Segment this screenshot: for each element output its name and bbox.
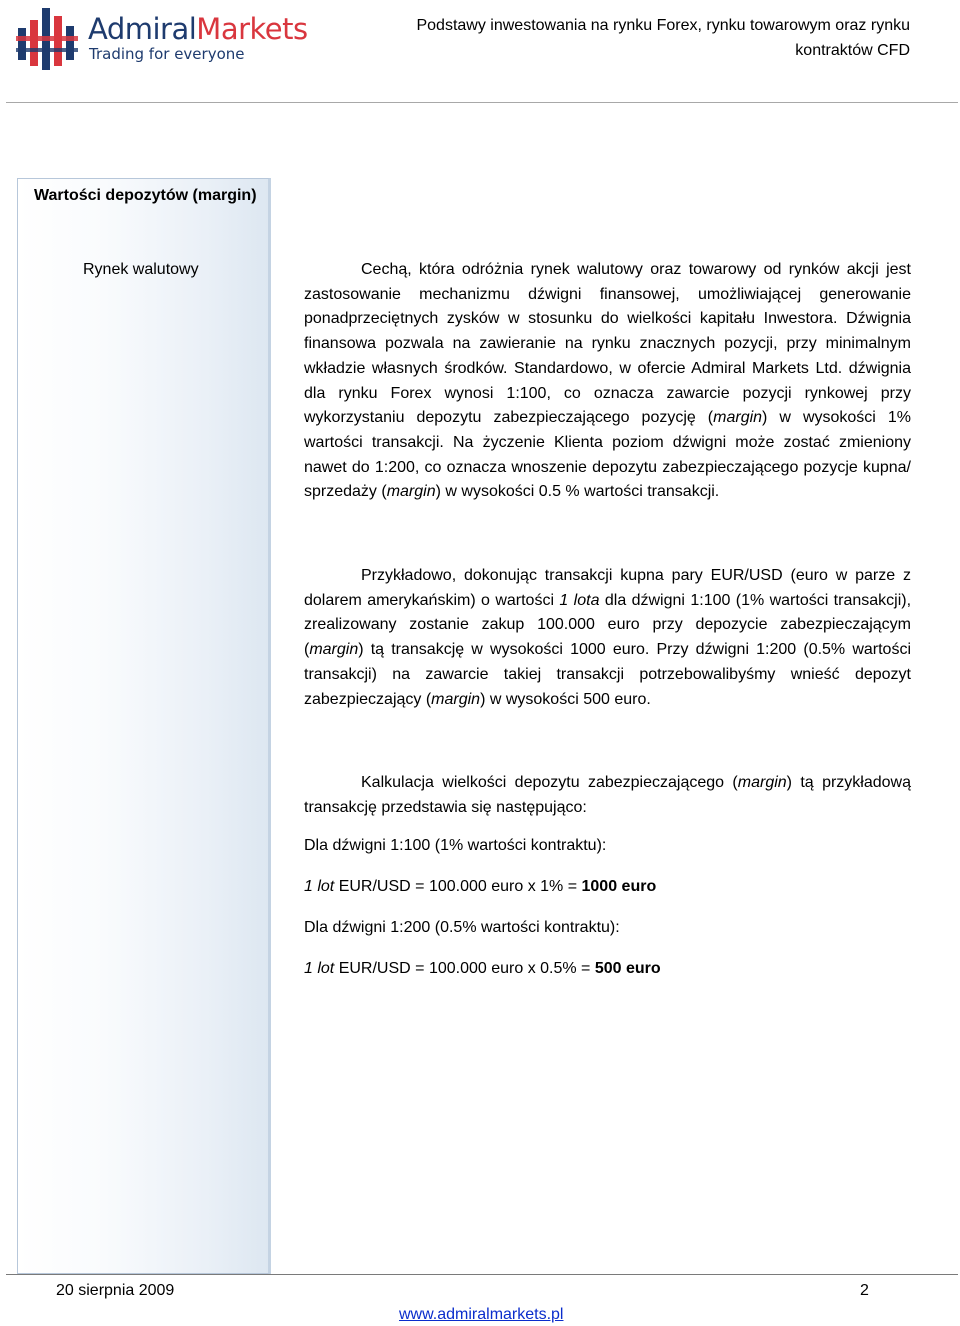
logo-tagline: Trading for everyone (89, 45, 245, 63)
header-divider (6, 102, 958, 103)
document-title-line-1: Podstawy inwestowania na rynku Forex, rynku towarowym oraz rynku (416, 17, 910, 34)
section-subtitle: Rynek walutowy (83, 261, 199, 278)
logo-emblem-icon (16, 6, 82, 72)
calc-label-1-200: Dla dźwigni 1:200 (0.5% wartości kontraktu): (304, 919, 620, 936)
page-number: 2 (860, 1282, 869, 1299)
section-title: Wartości depozytów (margin) (34, 187, 257, 204)
paragraph-calculation: Kalkulacja wielkości depozytu zabezpieczającego (margin) tą przykładową transakcję przedstawia się następująco: (304, 774, 911, 816)
company-logo (16, 6, 308, 72)
sidebar-panel (17, 178, 271, 1274)
calc-label-1-100: Dla dźwigni 1:100 (1% wartości kontraktu): (304, 837, 607, 854)
logo-wordmark: AdmiralMarkets (88, 12, 308, 46)
document-title-line-2: kontraktów CFD (795, 42, 910, 59)
document-title (370, 13, 910, 63)
calc-formula-1-200: 1 lot EUR/USD = 100.000 euro x 0.5% = 500 euro (304, 960, 661, 977)
footer-website-link[interactable]: www.admiralmarkets.pl (399, 1306, 564, 1323)
footer-divider (6, 1274, 958, 1275)
footer-date: 20 sierpnia 2009 (56, 1282, 175, 1299)
paragraph-example: Przykładowo, dokonując transakcji kupna pary EUR/USD (euro w parze z dolarem amerykańskim) o wartości 1 lota dla dźwigni 1:100 (1% wartości transakcji), zrealizowany zostanie zakup 100.000 euro przy depozycie zabezpieczającym (margin) tą transakcję w wysokości 1000 euro. Przy dźwigni 1:200 (0.5% wartości transakcji) na zawarcie takiej transakcji potrzebowalibyśmy wnieść depozyt zabezpieczający (margin) w wysokości 500 euro. (304, 567, 912, 708)
calc-formula-1-100: 1 lot EUR/USD = 100.000 euro x 1% = 1000 euro (304, 878, 657, 895)
paragraph-leverage: Cechą, która odróżnia rynek walutowy oraz towarowy od rynków akcji jest zastosowanie mechanizmu dźwigni finansowej, umożliwiającej generowanie ponadprzeciętnych zysków w stosunku do wielkości kapitału Inwestora. Dźwignia finansowa pozwala na zawieranie na rynku znacznych pozycji, przy minimalnym wkładzie własnych środków. Standardowo, w ofercie Admiral Markets Ltd. dźwignia dla rynku Forex wynosi 1:100, co oznacza zawarcie pozycji rynkowej przy wykorzystaniu depozytu zabezpieczającego pozycję (margin) w wysokości 1% wartości transakcji. Na życzenie Klienta poziom dźwigni może zostać zmieniony nawet do 1:200, co oznacza wnoszenie depozytu zabezpieczającego pozycje kupna/ sprzedaży (margin) w wysokości 0.5 % wartości transakcji. (304, 261, 911, 501)
